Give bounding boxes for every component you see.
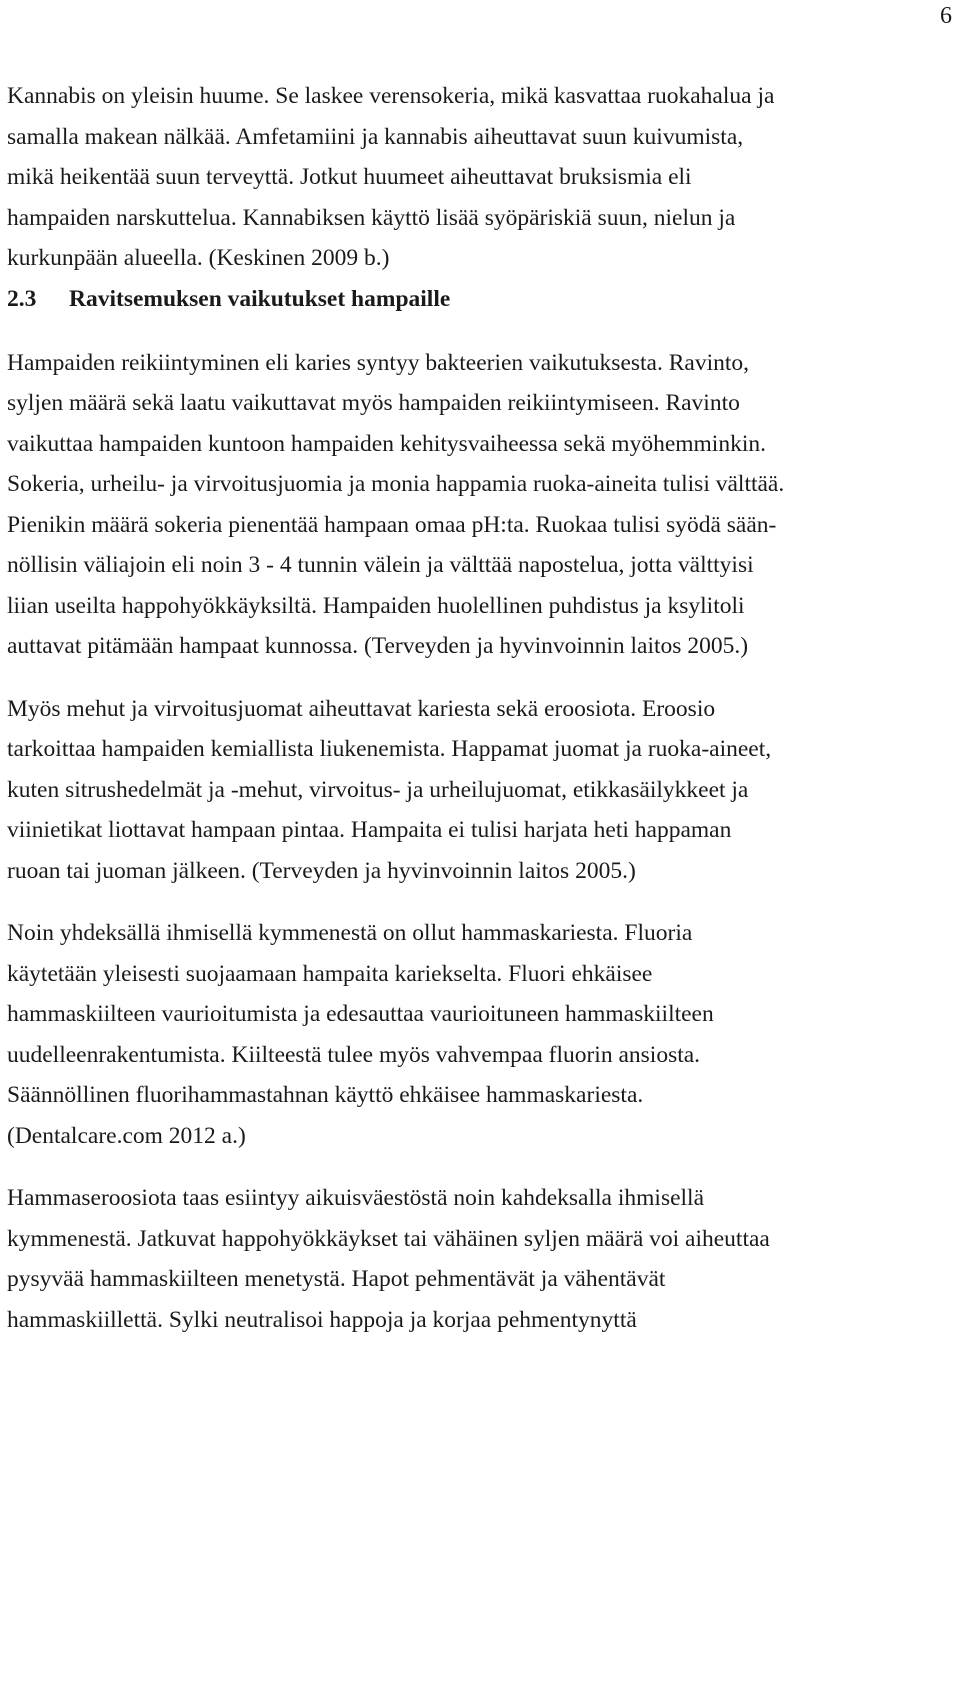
text-line: Pienikin määrä sokeria pienentää hampaan omaa pH:ta. Ruokaa tulisi syödä sään-	[7, 511, 777, 538]
section-heading	[7, 279, 953, 319]
text-line: hammaskiilteen vaurioitumista ja edesauttaa vaurioituneen hammaskiilteen	[7, 1001, 714, 1027]
text-line: Hampaiden reikiintyminen eli karies syntyy bakteerien vaikutuksesta. Ravinto,	[7, 349, 750, 376]
text-line: kurkunpään alueella. (Keskinen 2009 b.)	[7, 245, 390, 271]
paragraph-fluoride	[7, 913, 953, 1156]
text-line: Hammaseroosiota taas esiintyy aikuisväestöstä noin kahdeksalla ihmisellä	[7, 1185, 705, 1211]
text-line: mikä heikentää suun terveyttä. Jotkut huumeet aiheuttavat bruksismia eli	[7, 164, 692, 190]
paragraph-dental-erosion	[7, 1178, 953, 1340]
section-title: Ravitsemuksen vaikutukset hampaille	[69, 285, 451, 312]
paragraph-erosion	[7, 689, 953, 892]
text-line: pysyvää hammaskiilteen menetystä. Hapot pehmentävät ja vähentävät	[7, 1266, 666, 1292]
text-line: auttavat pitämään hampaat kunnossa. (Terveyden ja hyvinvoinnin laitos 2005.)	[7, 633, 749, 659]
text-line: ruoan tai juoman jälkeen. (Terveyden ja hyvinvoinnin laitos 2005.)	[7, 857, 636, 884]
text-line: (Dentalcare.com 2012 a.)	[7, 1122, 246, 1149]
text-line: Säännöllinen fluorihammastahnan käyttö ehkäisee hammaskariesta.	[7, 1082, 644, 1108]
text-line: hampaiden narskuttelua. Kannabiksen käyttö lisää syöpäriskiä suun, nielun ja	[7, 204, 736, 231]
paragraph-nutrition-caries	[7, 343, 953, 667]
text-line: kymmenestä. Jatkuvat happohyökkäykset tai vähäinen syljen määrä voi aiheuttaa	[7, 1225, 770, 1252]
text-line: käytetään yleisesti suojaamaan hampaita kariekselta. Fluori ehkäisee	[7, 960, 653, 987]
text-line: uudelleenrakentumista. Kiilteestä tulee myös vahvempaa fluorin ansiosta.	[7, 1041, 701, 1068]
text-line: samalla makean nälkää. Amfetamiini ja kannabis aiheuttavat suun kuivumista,	[7, 123, 744, 150]
text-line: Sokeria, urheilu- ja virvoitusjuomia ja monia happamia ruoka-aineita tulisi välttää.	[7, 471, 785, 497]
text-line: syljen määrä sekä laatu vaikuttavat myös hampaiden reikiintymiseen. Ravinto	[7, 390, 740, 416]
text-line: Noin yhdeksällä ihmisellä kymmenestä on ollut hammaskariesta. Fluoria	[7, 920, 693, 946]
text-line: viinietikat liottavat hampaan pintaa. Hampaita ei tulisi harjata heti happaman	[7, 817, 732, 843]
paragraph-drug-effects	[7, 76, 953, 279]
text-line: hammaskiillettä. Sylki neutralisoi happoja ja korjaa pehmentynyttä	[7, 1306, 637, 1333]
document-body	[7, 76, 953, 1340]
text-line: vaikuttaa hampaiden kuntoon hampaiden kehitysvaiheessa sekä myöhemminkin.	[7, 430, 766, 457]
page-number: 6	[940, 3, 952, 29]
text-line: nöllisin väliajoin eli noin 3 - 4 tunnin välein ja välttää napostelua, jotta välttyisi	[7, 552, 754, 578]
text-line: Kannabis on yleisin huume. Se laskee verensokeria, mikä kasvattaa ruokahalua ja	[7, 83, 775, 109]
text-line: kuten sitrushedelmät ja -mehut, virvoitus- ja urheilujuomat, etikkasäilykkeet ja	[7, 776, 749, 803]
text-line: Myös mehut ja virvoitusjuomat aiheuttavat kariesta sekä eroosiota. Eroosio	[7, 695, 716, 722]
text-line: tarkoittaa hampaiden kemiallista liukenemista. Happamat juomat ja ruoka-aineet,	[7, 736, 772, 762]
section-number: 2.3	[7, 285, 37, 312]
text-line: liian useilta happohyökkäyksiltä. Hampaiden huolellinen puhdistus ja ksylitoli	[7, 592, 745, 619]
